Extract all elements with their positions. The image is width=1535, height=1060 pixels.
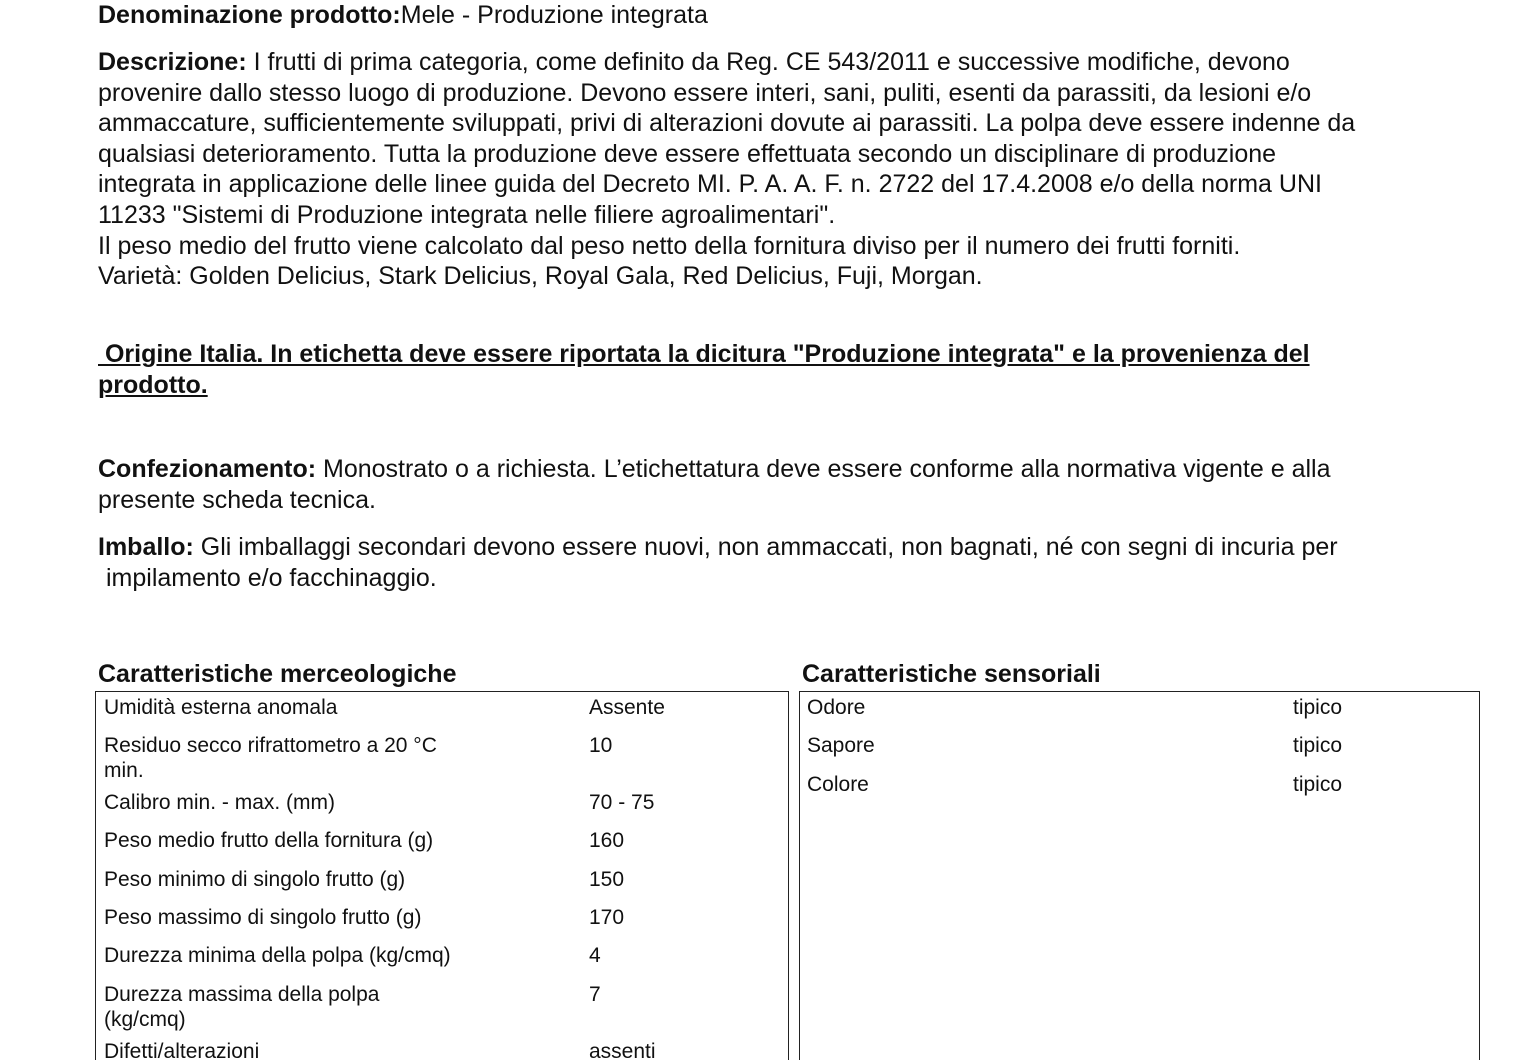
origin-line: prodotto. [98, 371, 208, 399]
property-name: Residuo secco rifrattometro a 20 °C min. [104, 734, 437, 782]
property-value: 7 [589, 983, 601, 1006]
property-value: 170 [589, 906, 625, 929]
property-name: Umidità esterna anomala [104, 696, 338, 719]
description-line: I frutti di prima categoria, come definito da Reg. CE 543/2011 e successive modifiche, devono [253, 48, 1290, 76]
sensory-title: Caratteristiche sensoriali [802, 660, 1101, 688]
property-value: 70 - 75 [589, 791, 655, 814]
property-name: Durezza massima della polpa (kg/cmq) [104, 983, 380, 1031]
property-value: 4 [589, 944, 601, 967]
property-value: assenti [589, 1040, 656, 1060]
property-value: tipico [1293, 734, 1343, 757]
description-line: integrata in applicazione delle linee guida del Decreto MI. P. A. A. F. n. 2722 del 17.4.2008 e/o della norma UNI [98, 170, 1322, 199]
packaging-label: Confezionamento: [98, 455, 317, 483]
property-name: Colore [807, 773, 869, 796]
property-name: Peso medio frutto della fornitura (g) [104, 829, 434, 852]
outer-packaging-line: impilamento e/o facchinaggio. [106, 563, 437, 592]
product-name-line [98, 0, 1478, 31]
description-line: ammaccature, sufficientemente sviluppati, privi di alterazioni dovute ai parassiti. La polpa deve essere indenne da [98, 109, 1356, 138]
description-section [98, 47, 1478, 292]
description-line: 11233 "Sistemi di Produzione integrata nelle filiere agroalimentari". [98, 200, 836, 229]
packaging-line: presente scheda tecnica. [98, 485, 376, 514]
property-value: 150 [589, 868, 625, 891]
outer-packaging-label: Imballo: [98, 533, 194, 561]
description-line: Il peso medio del frutto viene calcolato dal peso netto della fornitura diviso per il numero dei frutti forniti. [98, 231, 1241, 260]
outer-packaging-line: Gli imballaggi secondari devono essere nuovi, non ammaccati, non bagnati, né con segni di incuria per [200, 533, 1338, 561]
product-name-value: Mele - Produzione integrata [400, 1, 708, 29]
origin-line: Origine Italia. In etichetta deve essere riportata la dicitura "Produzione integrata" e la provenienza del [98, 340, 1310, 368]
merceological-title: Caratteristiche merceologiche [98, 660, 457, 688]
description-line: provenire dallo stesso luogo di produzione. Devono essere interi, sani, puliti, esenti da parassiti, da lesioni e/o [98, 78, 1312, 107]
property-name: Odore [807, 696, 866, 719]
description-line: Varietà: Golden Delicius, Stark Delicius, Royal Gala, Red Delicius, Fuji, Morgan. [98, 262, 983, 291]
property-value: Assente [589, 696, 665, 719]
description-line: qualsiasi deterioramento. Tutta la produzione deve essere effettuata secondo un disciplinare di produzione [98, 139, 1277, 168]
property-value: 10 [589, 734, 613, 757]
property-value: tipico [1293, 773, 1343, 796]
property-name: Peso massimo di singolo frutto (g) [104, 906, 422, 929]
property-name: Peso minimo di singolo frutto (g) [104, 868, 406, 891]
property-name: Calibro min. - max. (mm) [104, 791, 336, 814]
property-value: tipico [1293, 696, 1343, 719]
property-name: Difetti/alterazioni [104, 1040, 260, 1060]
property-name: Durezza minima della polpa (kg/cmq) [104, 944, 451, 967]
property-name: Sapore [807, 734, 875, 757]
outer-packaging-section [98, 532, 1478, 593]
origin-notice [98, 339, 1478, 401]
product-name-label: Denominazione prodotto: [98, 1, 401, 29]
packaging-section [98, 454, 1478, 515]
sensory-box [799, 691, 1480, 1060]
description-label: Descrizione: [98, 48, 247, 76]
property-value: 160 [589, 829, 625, 852]
packaging-line: Monostrato o a richiesta. L’etichettatura deve essere conforme alla normativa vigente e alla [323, 455, 1331, 483]
